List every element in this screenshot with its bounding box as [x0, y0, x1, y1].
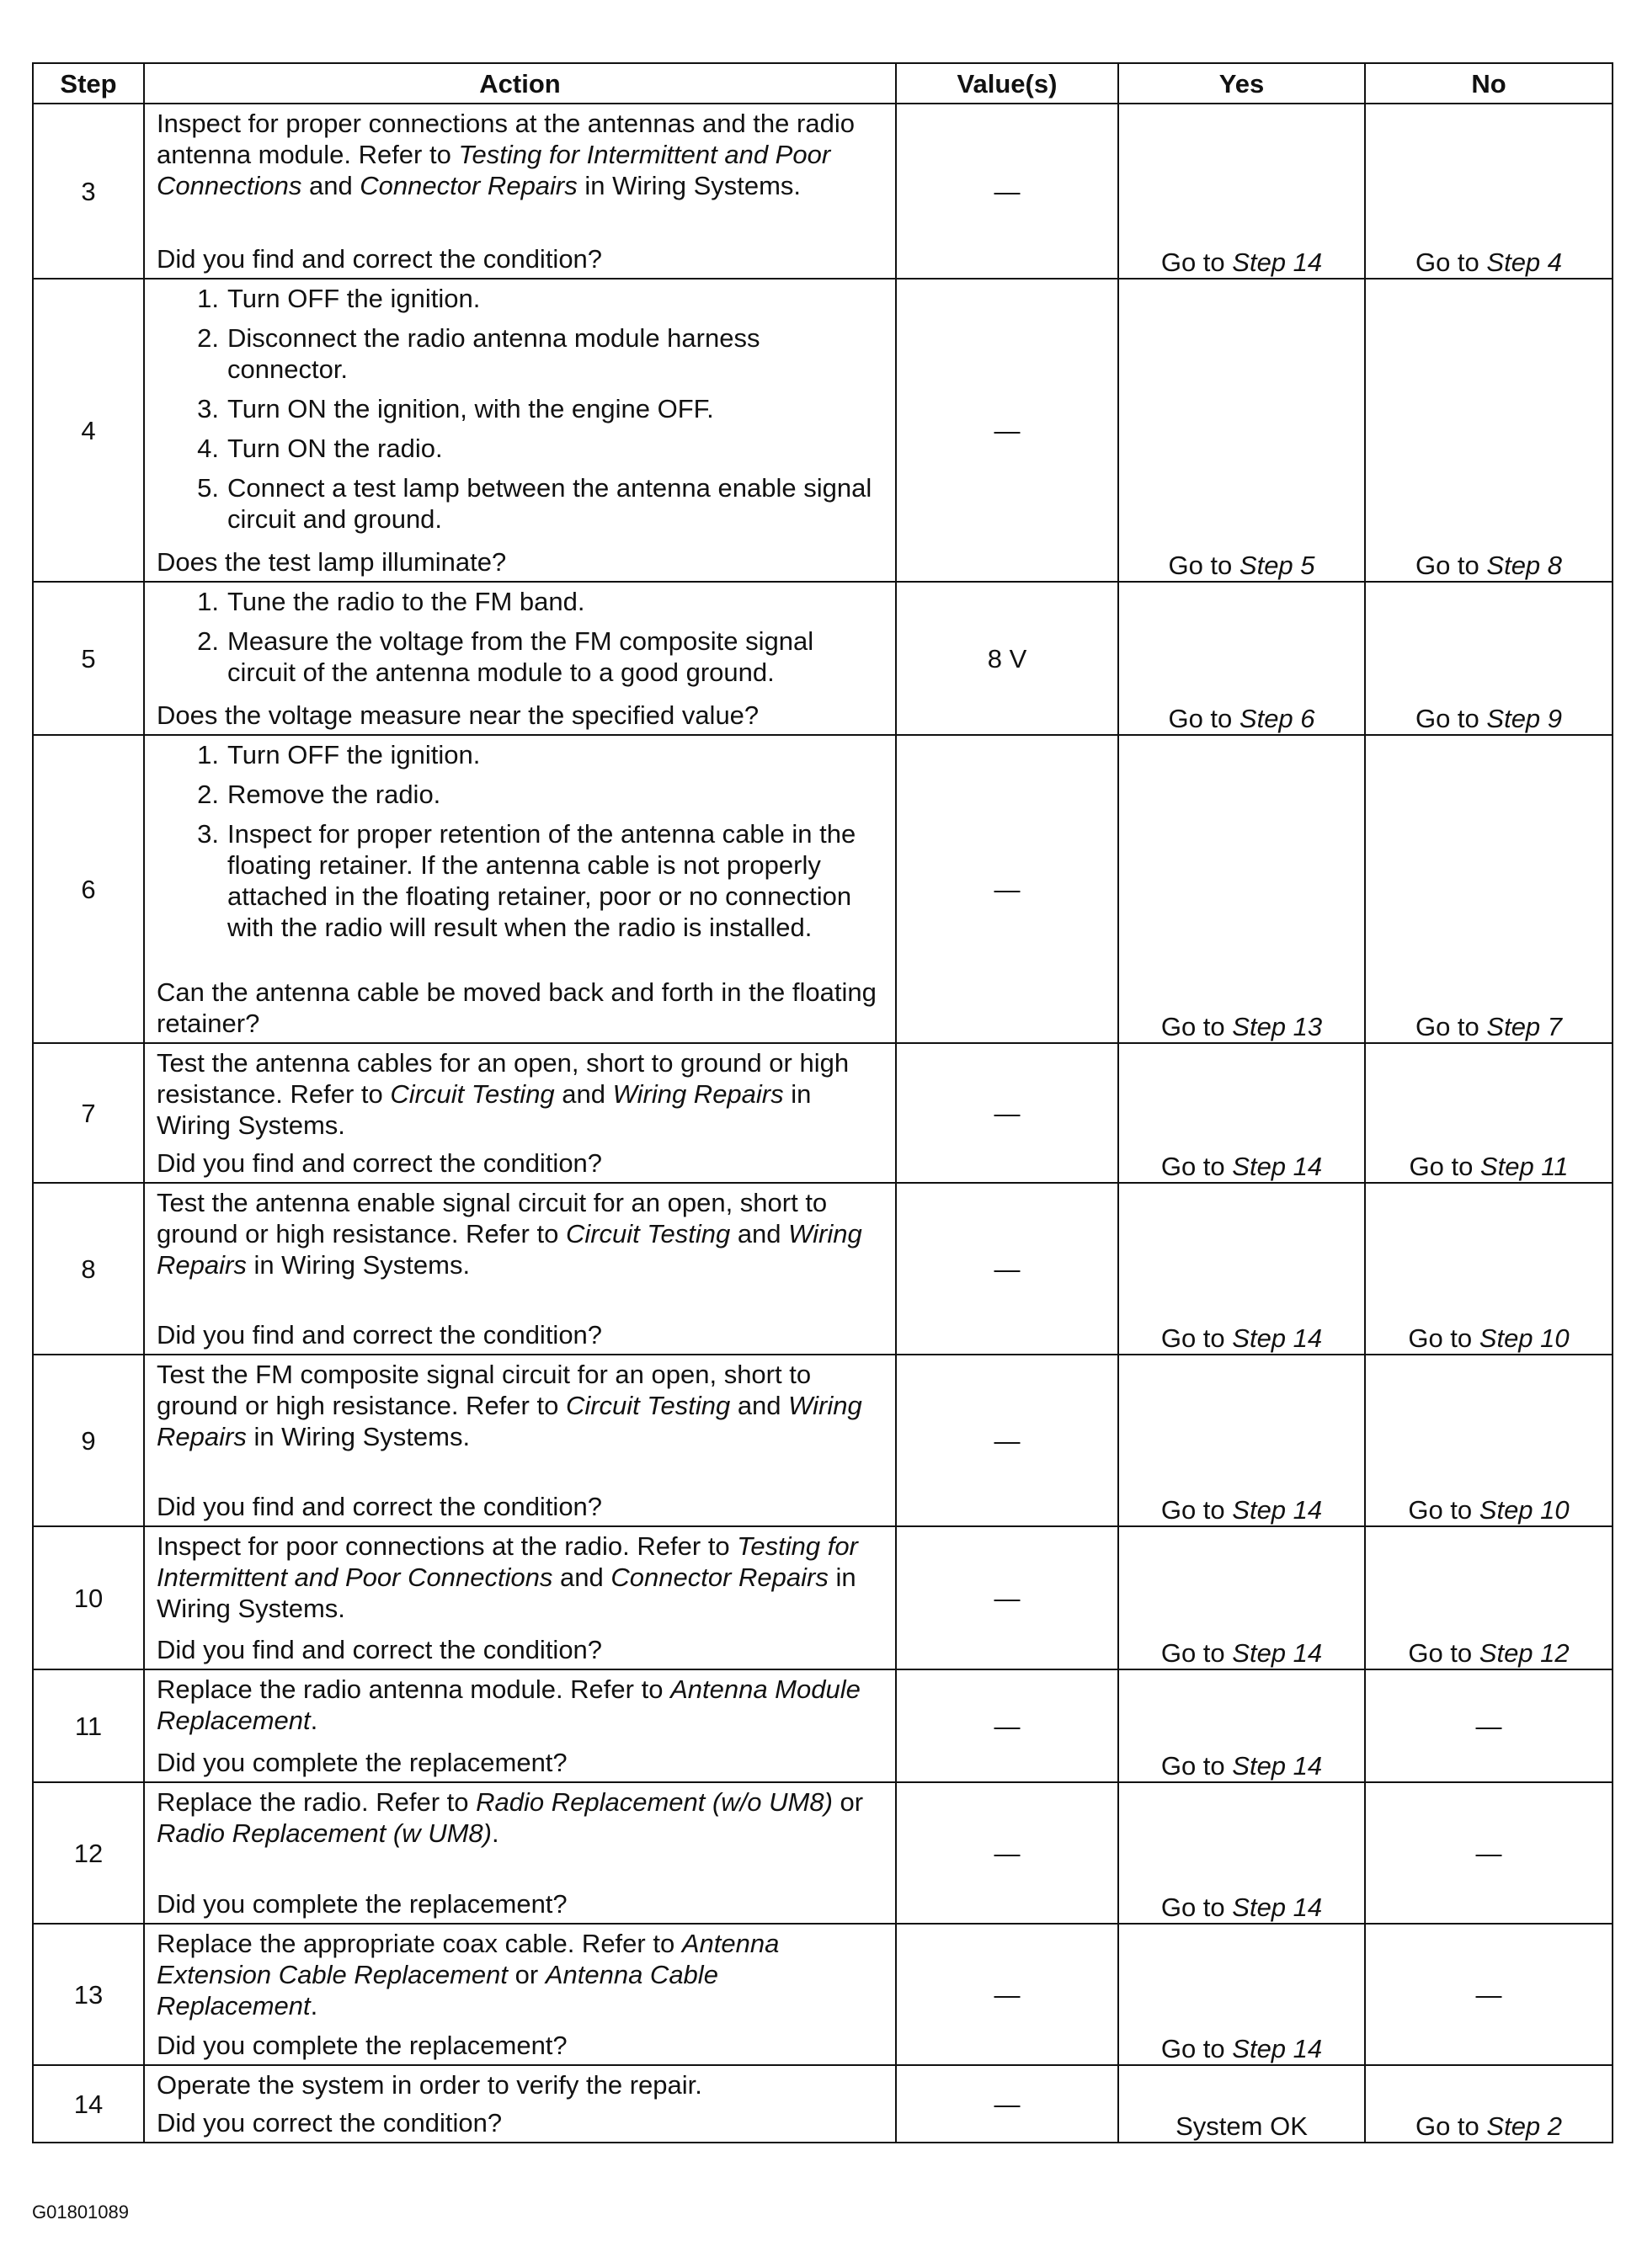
procedure-item [157, 472, 885, 535]
action-cell [144, 1526, 896, 1669]
table-row [33, 1924, 1613, 2065]
action-cell [144, 735, 896, 1043]
action-cell [144, 279, 896, 582]
action-content [145, 1527, 895, 1669]
no-outcome [1365, 1782, 1613, 1924]
action-text-segment: Test the FM composite signal circuit for an open, short to ground or high resistance. Refer to [157, 1360, 812, 1420]
procedure-item [157, 433, 885, 464]
value-cell: — [896, 1526, 1118, 1669]
value-cell: — [896, 1924, 1118, 2065]
yes-target-step: Step 14 [1232, 1751, 1323, 1781]
no-outcome-text: — [1475, 1979, 1502, 2010]
table-row [33, 2065, 1613, 2143]
table-body [33, 104, 1613, 2143]
step-number: 3 [33, 104, 144, 279]
action-text-segment: Inspect for proper connections at the antennas and the radio antenna module. Refer to [157, 109, 855, 169]
procedure-item-number: 4. [197, 434, 219, 463]
action-text-segment: Replace the appropriate coax cable. Refer to [157, 1929, 682, 1958]
action-text-segment: . [491, 1818, 499, 1848]
action-question: Did you complete the replacement? [157, 1889, 568, 1919]
no-outcome [1365, 1924, 1613, 2065]
no-target-step: Step 10 [1479, 1323, 1570, 1353]
yes-outcome [1118, 1355, 1365, 1526]
value-cell: — [896, 1782, 1118, 1924]
no-outcome [1365, 735, 1613, 1043]
procedure-list [157, 283, 885, 535]
yes-outcome-text: Go to [1160, 1638, 1233, 1668]
yes-outcome-text: Go to [1168, 551, 1239, 580]
procedure-item [157, 626, 885, 688]
yes-outcome-text: Go to [1160, 1893, 1233, 1922]
action-content [145, 1670, 895, 1781]
header-values: Value(s) [896, 63, 1118, 104]
action-cell [144, 2065, 896, 2143]
step-number: 7 [33, 1043, 144, 1183]
reference-link-text: Wiring Repairs [157, 1219, 862, 1280]
yes-target-step: Step 14 [1232, 248, 1323, 277]
step-number: 13 [33, 1924, 144, 2065]
value-cell: — [896, 735, 1118, 1043]
no-target-step: Step 7 [1486, 1012, 1563, 1041]
action-text [157, 1047, 885, 1141]
yes-outcome-text: Go to [1160, 1751, 1233, 1781]
action-body [157, 2069, 885, 2100]
action-text-segment: and [730, 1219, 789, 1248]
value-cell: 8 V [896, 582, 1118, 735]
no-outcome-text: Go to [1415, 551, 1487, 580]
yes-outcome-text: Go to [1160, 1323, 1233, 1353]
action-body [157, 1359, 885, 1452]
action-text [157, 1187, 885, 1280]
no-outcome [1365, 1043, 1613, 1183]
step-number: 5 [33, 582, 144, 735]
action-cell [144, 1355, 896, 1526]
action-body [157, 1928, 885, 2021]
no-outcome-text: — [1475, 1711, 1502, 1741]
reference-link-text: Connector Repairs [360, 171, 578, 200]
no-target-step: Step 11 [1479, 1152, 1569, 1181]
step-number: 9 [33, 1355, 144, 1526]
no-outcome-text: Go to [1408, 1638, 1479, 1668]
action-text-segment: Test the antenna enable signal circuit for an open, short to ground or high resistance. Refer to [157, 1188, 828, 1248]
yes-outcome-text: Go to [1160, 1012, 1233, 1041]
procedure-item-number: 2. [197, 780, 219, 809]
figure-id: G01801089 [32, 2201, 129, 2223]
action-content [145, 1044, 895, 1182]
no-outcome [1365, 582, 1613, 735]
procedure-item-text: Turn ON the radio. [227, 434, 443, 463]
step-number: 4 [33, 279, 144, 582]
action-text-segment: . [310, 1991, 318, 2020]
no-outcome-text: Go to [1408, 1495, 1479, 1525]
action-text [157, 1928, 885, 2021]
no-target-step: Step 10 [1479, 1495, 1570, 1525]
procedure-list [157, 586, 885, 688]
action-body [157, 586, 885, 696]
value-cell: — [896, 104, 1118, 279]
header-yes: Yes [1118, 63, 1365, 104]
procedure-item [157, 586, 885, 617]
action-text-segment: Inspect for poor connections at the radio. Refer to [157, 1531, 738, 1561]
procedure-item-text: Connect a test lamp between the antenna enable signal circuit and ground. [227, 473, 872, 534]
no-outcome-text: Go to [1415, 2111, 1487, 2141]
yes-target-step: Step 14 [1232, 1152, 1323, 1181]
yes-target-step: Step 14 [1232, 1495, 1323, 1525]
action-question: Did you correct the condition? [157, 2108, 503, 2138]
procedure-item-number: 2. [197, 626, 219, 656]
action-text [157, 1359, 885, 1452]
procedure-item-text: Tune the radio to the FM band. [227, 587, 585, 616]
action-cell [144, 104, 896, 279]
reference-link-text: Circuit Testing [390, 1079, 555, 1109]
action-body [157, 1047, 885, 1141]
action-content [145, 1783, 895, 1923]
value-cell: — [896, 1043, 1118, 1183]
action-body [157, 1531, 885, 1624]
no-outcome [1365, 1669, 1613, 1782]
header-action: Action [144, 63, 896, 104]
action-text-segment: in Wiring Systems. [157, 1079, 812, 1140]
action-text-segment: Replace the radio antenna module. Refer to [157, 1674, 671, 1704]
yes-outcome [1118, 1669, 1365, 1782]
procedure-item-text: Remove the radio. [227, 780, 441, 809]
action-body [157, 283, 885, 543]
yes-outcome-text: Go to [1160, 2034, 1233, 2063]
action-text [157, 1531, 885, 1624]
yes-outcome [1118, 279, 1365, 582]
action-cell [144, 1043, 896, 1183]
reference-link-text: Testing for Intermittent and Poor Connections [157, 140, 831, 200]
action-text [157, 108, 885, 201]
procedure-item [157, 739, 885, 770]
table-row [33, 1043, 1613, 1183]
action-text-segment: Operate the system in order to verify the repair. [157, 2070, 702, 2100]
action-question: Did you find and correct the condition? [157, 1148, 603, 1178]
value-cell: — [896, 1355, 1118, 1526]
step-number: 8 [33, 1183, 144, 1355]
table-row [33, 1526, 1613, 1669]
action-text-segment: . [310, 1706, 318, 1735]
procedure-item [157, 393, 885, 424]
procedure-item-number: 1. [197, 587, 219, 616]
action-cell [144, 1669, 896, 1782]
no-outcome-text: Go to [1415, 1012, 1487, 1041]
reference-link-text: Radio Replacement (w UM8) [157, 1818, 492, 1848]
yes-outcome [1118, 1043, 1365, 1183]
action-text [157, 1674, 885, 1736]
reference-link-text: Antenna Module Replacement [157, 1674, 861, 1735]
reference-link-text: Wiring Repairs [157, 1391, 862, 1451]
step-number: 11 [33, 1669, 144, 1782]
action-cell [144, 1782, 896, 1924]
action-content [145, 1355, 895, 1525]
action-content [145, 104, 895, 278]
no-outcome [1365, 1526, 1613, 1669]
table-row [33, 1183, 1613, 1355]
action-text-segment: in Wiring Systems. [577, 171, 802, 200]
reference-link-text: Testing for Intermittent and Poor Connections [157, 1531, 858, 1592]
procedure-item-text: Turn ON the ignition, with the engine OFF. [227, 394, 714, 423]
action-body [157, 1786, 885, 1849]
action-content [145, 1184, 895, 1354]
action-text [157, 2069, 885, 2100]
action-content [145, 583, 895, 734]
action-cell [144, 582, 896, 735]
procedure-item-number: 3. [197, 819, 219, 849]
no-outcome-text: Go to [1415, 704, 1487, 733]
action-text-segment: Replace the radio. Refer to [157, 1787, 477, 1817]
procedure-item-text: Disconnect the radio antenna module harness connector. [227, 323, 760, 384]
action-text [157, 1786, 885, 1849]
procedure-list [157, 739, 885, 943]
yes-target-step: Step 14 [1232, 2034, 1323, 2063]
no-outcome [1365, 279, 1613, 582]
yes-outcome [1118, 582, 1365, 735]
procedure-item-text: Turn OFF the ignition. [227, 740, 481, 769]
action-question: Did you find and correct the condition? [157, 1635, 603, 1664]
reference-link-text: Circuit Testing [565, 1391, 731, 1420]
yes-outcome [1118, 1526, 1365, 1669]
yes-target-step: Step 14 [1232, 1323, 1323, 1353]
procedure-item-number: 3. [197, 394, 219, 423]
step-number: 10 [33, 1526, 144, 1669]
step-number: 12 [33, 1782, 144, 1924]
value-cell: — [896, 2065, 1118, 2143]
no-target-step: Step 9 [1486, 704, 1563, 733]
diagnostic-table [32, 62, 1613, 2143]
action-text-segment: or [832, 1787, 864, 1817]
no-target-step: Step 8 [1486, 551, 1563, 580]
header-row [33, 63, 1613, 104]
action-question: Does the test lamp illuminate? [157, 547, 507, 577]
yes-outcome-text: Go to [1160, 248, 1233, 277]
table-row [33, 104, 1613, 279]
yes-outcome-text: Go to [1168, 704, 1239, 733]
yes-outcome-text: System OK [1176, 2111, 1308, 2141]
procedure-item-text: Measure the voltage from the FM composite signal circuit of the antenna module to a good ground. [227, 626, 814, 687]
yes-outcome-text: Go to [1160, 1495, 1233, 1525]
action-question: Did you find and correct the condition? [157, 1320, 603, 1350]
action-text-segment: in Wiring Systems. [157, 1563, 856, 1623]
no-target-step: Step 2 [1486, 2111, 1563, 2141]
no-target-step: Step 4 [1486, 248, 1563, 277]
step-number: 14 [33, 2065, 144, 2143]
action-text-segment: and [554, 1079, 613, 1109]
action-content [145, 2066, 895, 2142]
step-number: 6 [33, 735, 144, 1043]
reference-link-text: Wiring Repairs [612, 1079, 784, 1109]
action-body [157, 1187, 885, 1280]
yes-target-step: Step 14 [1232, 1893, 1323, 1922]
yes-outcome [1118, 1183, 1365, 1355]
action-content [145, 280, 895, 581]
no-outcome [1365, 2065, 1613, 2143]
action-content [145, 1925, 895, 2064]
value-cell: — [896, 1183, 1118, 1355]
action-question: Did you complete the replacement? [157, 1748, 568, 1777]
yes-target-step: Step 13 [1232, 1012, 1323, 1041]
yes-outcome [1118, 1782, 1365, 1924]
table-row [33, 1669, 1613, 1782]
yes-target-step: Step 5 [1239, 551, 1315, 580]
no-outcome-text: Go to [1409, 1152, 1480, 1181]
value-cell: — [896, 1669, 1118, 1782]
action-question: Did you find and correct the condition? [157, 1492, 603, 1521]
yes-target-step: Step 6 [1239, 704, 1315, 733]
action-text-segment: Test the antenna cables for an open, short to ground or high resistance. Refer to [157, 1048, 850, 1109]
no-outcome [1365, 104, 1613, 279]
action-body [157, 108, 885, 201]
table-row [33, 1782, 1613, 1924]
no-outcome-text: Go to [1415, 248, 1487, 277]
procedure-item [157, 283, 885, 314]
yes-outcome [1118, 2065, 1365, 2143]
action-cell [144, 1924, 896, 2065]
no-target-step: Step 12 [1479, 1638, 1570, 1668]
procedure-item-number: 1. [197, 284, 219, 313]
action-question: Did you find and correct the condition? [157, 244, 603, 274]
action-text-segment: and [730, 1391, 789, 1420]
procedure-item-text: Turn OFF the ignition. [227, 284, 481, 313]
value-cell: — [896, 279, 1118, 582]
header-step: Step [33, 63, 144, 104]
action-text-segment: or [508, 1960, 546, 1989]
reference-link-text: Antenna Cable Replacement [157, 1960, 718, 2020]
yes-target-step: Step 14 [1232, 1638, 1323, 1668]
yes-outcome [1118, 735, 1365, 1043]
reference-link-text: Connector Repairs [610, 1563, 829, 1592]
action-body [157, 1674, 885, 1736]
action-question: Did you complete the replacement? [157, 2031, 568, 2060]
action-body [157, 739, 885, 951]
reference-link-text: Circuit Testing [565, 1219, 731, 1248]
procedure-item-number: 1. [197, 740, 219, 769]
action-cell [144, 1183, 896, 1355]
action-question: Does the voltage measure near the specified value? [157, 700, 760, 730]
no-outcome-text: Go to [1408, 1323, 1479, 1353]
no-outcome [1365, 1183, 1613, 1355]
header-no: No [1365, 63, 1613, 104]
action-text-segment: in Wiring Systems. [246, 1422, 471, 1451]
yes-outcome [1118, 1924, 1365, 2065]
yes-outcome-text: Go to [1160, 1152, 1233, 1181]
procedure-item-text: Inspect for proper retention of the antenna cable in the floating retainer. If the antenna cable is not properly attached in the floating retainer, poor or no connection with the radio will result when the radio is installed. [227, 819, 856, 942]
yes-outcome [1118, 104, 1365, 279]
table-row [33, 582, 1613, 735]
procedure-item-number: 5. [197, 473, 219, 503]
table-row [33, 279, 1613, 582]
reference-link-text: Radio Replacement (w/o UM8) [476, 1787, 833, 1817]
action-content [145, 736, 895, 1042]
procedure-item [157, 322, 885, 385]
reference-link-text: Antenna Extension Cable Replacement [157, 1929, 780, 1989]
action-text-segment: and [301, 171, 360, 200]
no-outcome [1365, 1355, 1613, 1526]
procedure-item-number: 2. [197, 323, 219, 353]
no-outcome-text: — [1475, 1838, 1502, 1868]
table-row [33, 735, 1613, 1043]
procedure-item [157, 818, 885, 943]
procedure-item [157, 779, 885, 810]
action-text-segment: and [552, 1563, 611, 1592]
table-row [33, 1355, 1613, 1526]
action-question: Can the antenna cable be moved back and forth in the floating retainer? [157, 977, 877, 1038]
action-text-segment: in Wiring Systems. [246, 1250, 471, 1280]
